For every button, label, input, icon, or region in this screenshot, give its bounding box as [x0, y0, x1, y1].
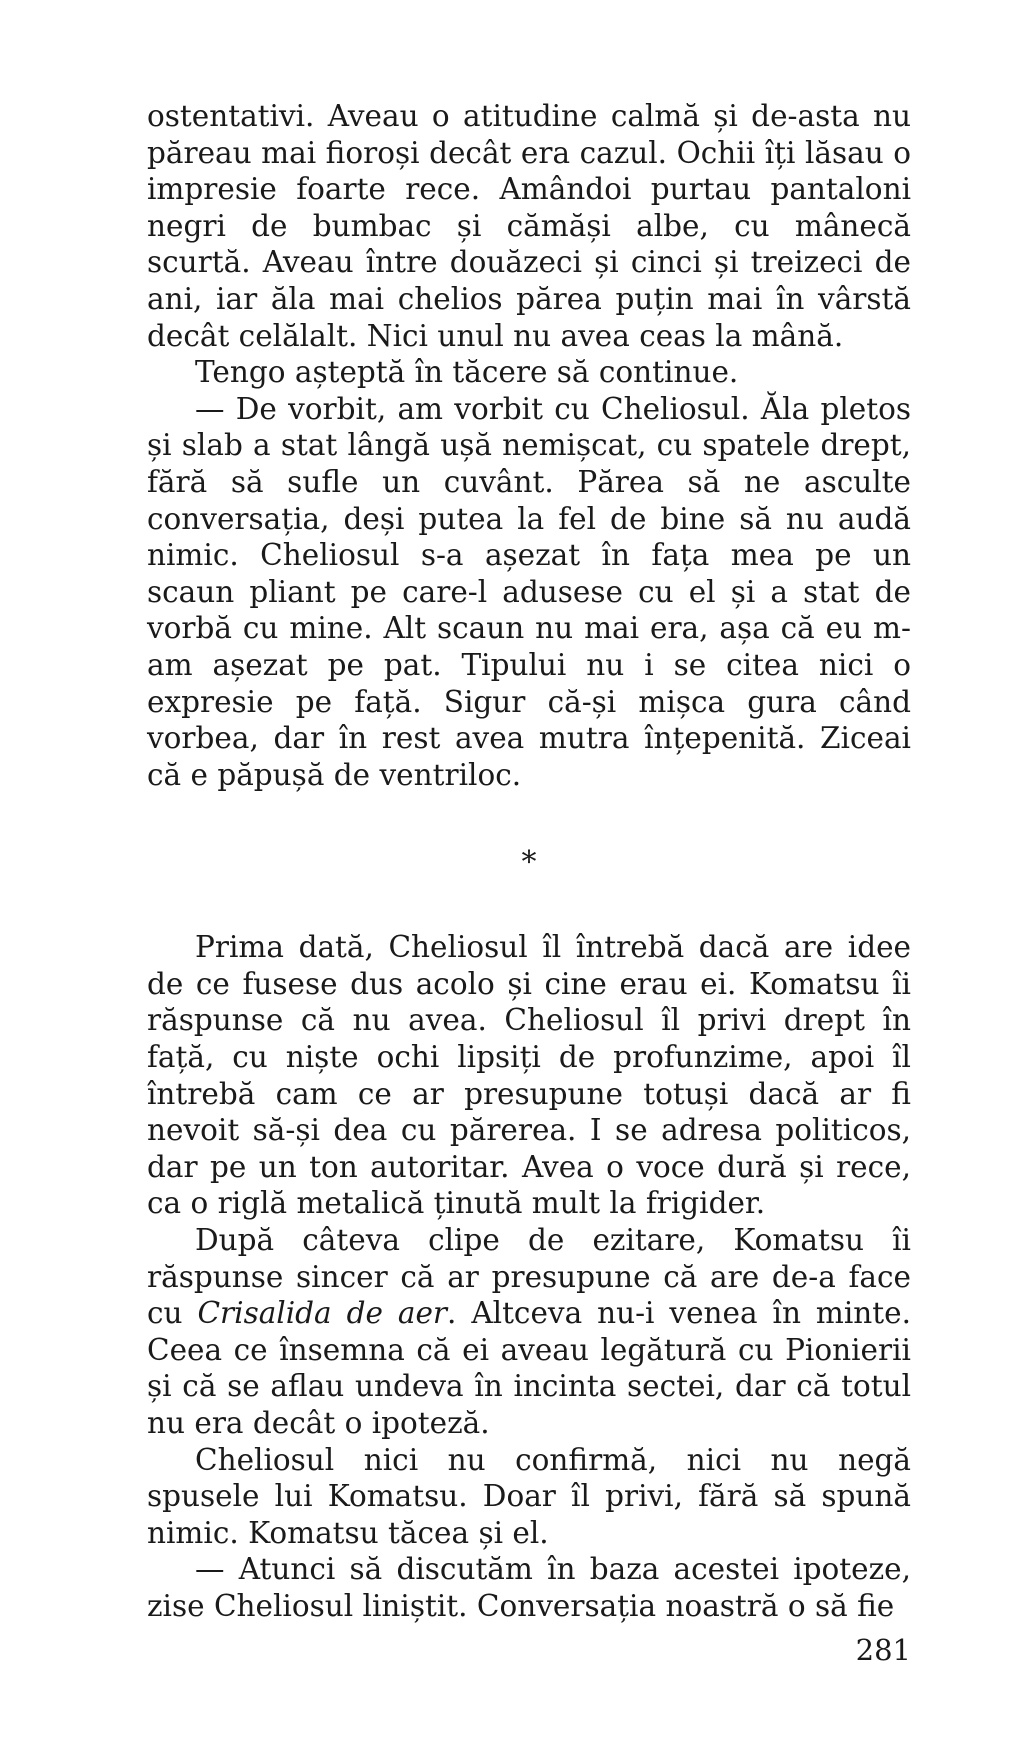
paragraph: Tengo așteptă în tăcere să continue.: [195, 355, 739, 390]
paragraph: Cheliosul nici nu confirmă, nici nu negă spusele lui Komatsu. Doar îl privi, fără să spună nimic. Komatsu tăcea și el.: [147, 1442, 911, 1550]
section-separator: *: [521, 845, 537, 881]
paragraph-text: După câteva clipe de ezitare, Komatsu îi răspunse sincer că ar presupune că are de-a face cu: [147, 1223, 911, 1331]
paragraph-text: . Altceva nu-i venea în minte. Ceea ce însemna că ei aveau legătură cu Pionierii și că se aflau undeva în incinta sectei, dar că totul nu era decât o ipoteză.: [147, 1296, 911, 1440]
paragraph: [147, 1222, 911, 1442]
book-page: [147, 98, 911, 1625]
paragraph: Prima dată, Cheliosul îl întrebă dacă are idee de ce fusese dus acolo și cine erau ei. Komatsu îi răspunse că nu avea. Cheliosul îl privi drept în față, cu niște ochi lipsiți de profunzime, apoi îl întrebă cam ce ar presupune totuși dacă ar fi nevoit să-și dea cu părerea. I se adresa politicos, dar pe un ton autoritar. Avea o voce dură și rece, ca o riglă metalică ținută mult la frigider.: [147, 930, 911, 1221]
paragraph: — Atunci să discutăm în baza acestei ipoteze, zise Cheliosul liniștit. Conversația noastră o să fie: [147, 1552, 911, 1623]
book-title-italic: Crisalida de aer: [197, 1296, 448, 1331]
page-number: 281: [855, 1633, 911, 1667]
paragraph: ostentativi. Aveau o atitudine calmă și de-asta nu păreau mai fioroși decât era cazul. Ochii îți lăsau o impresie foarte rece. Amândoi purtau pantaloni negri de bumbac și cămăși albe, cu mânecă scurtă. Aveau între douăzeci și cinci și treizeci de ani, iar ăla mai chelios părea puțin mai în vârstă decât celălalt. Nici unul nu avea ceas la mână.: [147, 99, 911, 353]
paragraph: — De vorbit, am vorbit cu Cheliosul. Ăla pletos și slab a stat lângă ușă nemișcat, cu spatele drept, fără să sufle un cuvânt. Părea să ne asculte conversația, deși putea la fel de bine să nu audă nimic. Cheliosul s-a așezat în fața mea pe un scaun pliant pe care-l adusese cu el și a stat de vorbă cu mine. Alt scaun nu mai era, așa că eu m-am așezat pe pat. Tipului nu i se citea nici o expresie pe față. Sigur că-și mișca gura când vorbea, dar în rest avea mutra înțepenită. Ziceai că e păpușă de ventriloc.: [147, 391, 911, 792]
